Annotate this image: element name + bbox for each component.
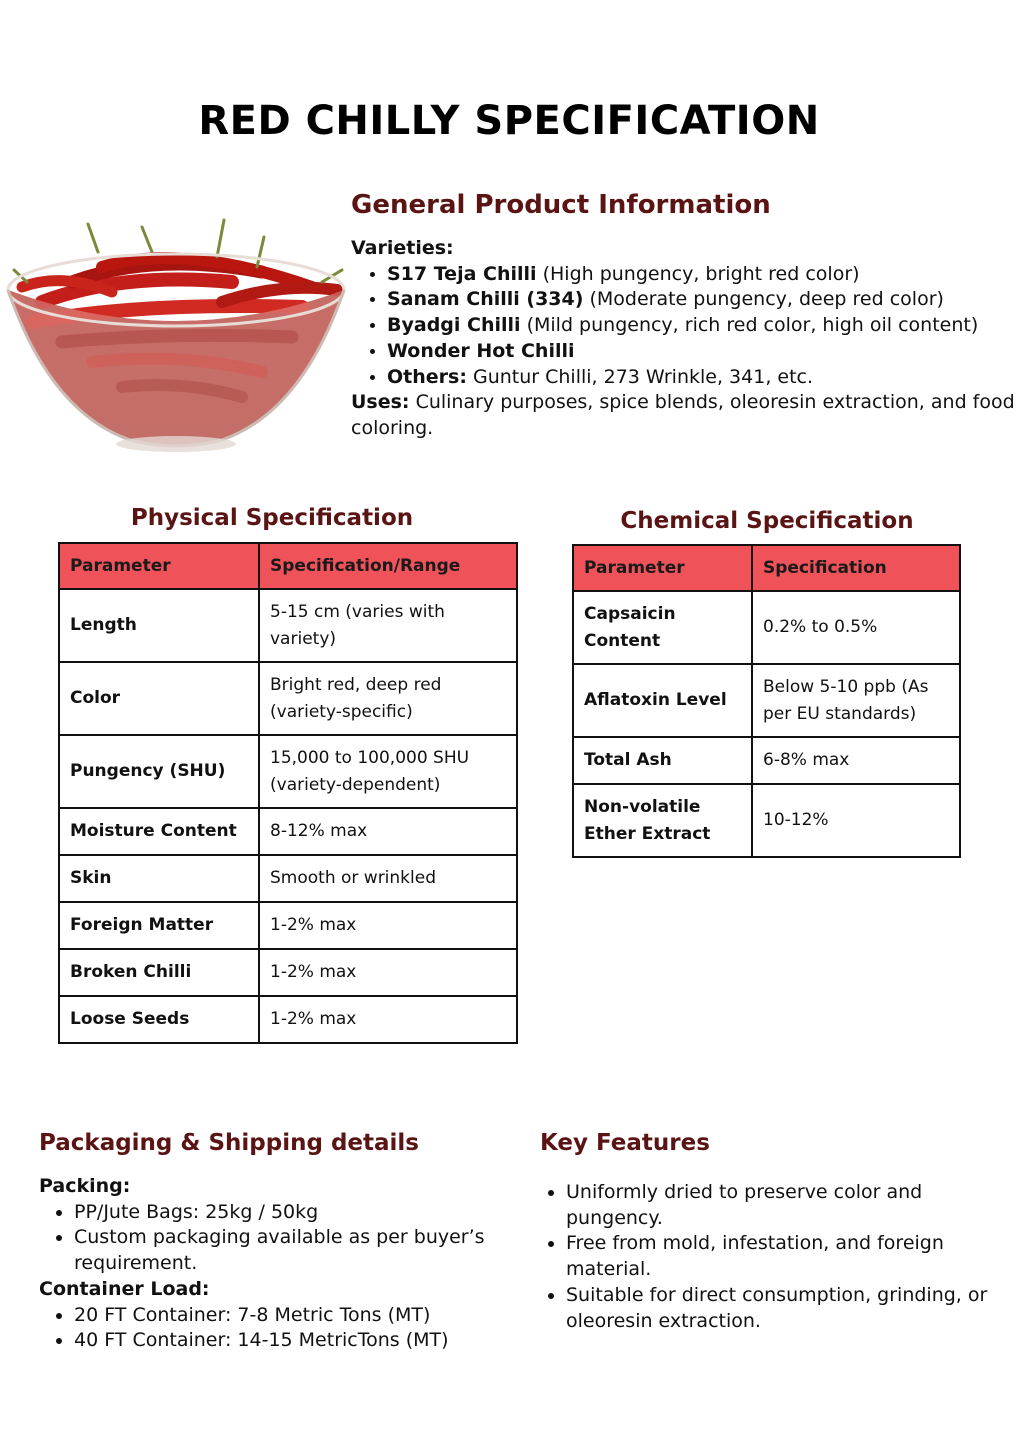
varieties-label: Varieties: — [351, 237, 454, 259]
list-item: • S17 Teja Chilli (High pungency, bright red color) — [387, 262, 1016, 288]
general-info-heading: General Product Information — [351, 190, 771, 220]
param-cell: Loose Seeds — [59, 996, 259, 1043]
value-cell: 5-15 cm (varies with variety) — [259, 589, 517, 662]
uses-text: Uses: Culinary purposes, spice blends, oleoresin extraction, and food coloring. — [351, 391, 1015, 439]
chemical-spec-heading: Chemical Specification — [620, 508, 914, 534]
table-row — [59, 808, 517, 855]
table-header-row — [573, 545, 960, 591]
value-cell: 15,000 to 100,000 SHU (variety-dependent) — [259, 735, 517, 808]
value-cell: Below 5-10 ppb (As per EU standards) — [752, 664, 960, 737]
value-cell: 6-8% max — [752, 737, 960, 784]
column-header: Parameter — [59, 543, 259, 589]
value-cell: 10-12% — [752, 784, 960, 857]
packaging-section — [39, 1130, 509, 1354]
value-cell: 0.2% to 0.5% — [752, 591, 960, 664]
table-row — [59, 589, 517, 662]
list-item: • PP/Jute Bags: 25kg / 50kg — [74, 1200, 509, 1226]
list-item: • Byadgi Chilli (Mild pungency, rich red color, high oil content) — [387, 313, 1016, 339]
key-features-section — [540, 1130, 1016, 1334]
packaging-heading: Packaging & Shipping details — [39, 1130, 419, 1156]
key-features-heading: Key Features — [540, 1130, 710, 1156]
table-row — [59, 855, 517, 902]
param-cell: Color — [59, 662, 259, 735]
packing-list — [39, 1200, 509, 1277]
table-header-row — [59, 543, 517, 589]
list-item: • 20 FT Container: 7-8 Metric Tons (MT) — [74, 1303, 509, 1329]
param-cell: Total Ash — [573, 737, 752, 784]
list-item: • Free from mold, infestation, and foreign material. — [566, 1231, 1016, 1282]
table-row — [59, 902, 517, 949]
value-cell: Bright red, deep red (variety-specific) — [259, 662, 517, 735]
param-cell: Length — [59, 589, 259, 662]
param-cell: Non-volatile Ether Extract — [573, 784, 752, 857]
page-title: RED CHILLY SPECIFICATION — [198, 98, 820, 144]
table-row — [573, 737, 960, 784]
value-cell: 1-2% max — [259, 902, 517, 949]
column-header: Specification/Range — [259, 543, 517, 589]
param-cell: Pungency (SHU) — [59, 735, 259, 808]
param-cell: Capsaicin Content — [573, 591, 752, 664]
features-list — [540, 1180, 1016, 1334]
physical-spec-heading: Physical Specification — [130, 505, 414, 531]
table-row — [573, 664, 960, 737]
chilli-bowl-image — [2, 212, 350, 457]
chemical-spec-table — [572, 544, 961, 858]
value-cell: 1-2% max — [259, 996, 517, 1043]
table-row — [59, 996, 517, 1043]
value-cell: 1-2% max — [259, 949, 517, 996]
param-cell: Moisture Content — [59, 808, 259, 855]
param-cell: Skin — [59, 855, 259, 902]
table-row — [59, 662, 517, 735]
list-item: • Others: Guntur Chilli, 273 Wrinkle, 341, etc. — [387, 365, 1016, 391]
physical-spec-table — [58, 542, 518, 1044]
list-item: • Sanam Chilli (334) (Moderate pungency, deep red color) — [387, 287, 1016, 313]
list-item: • Custom packaging available as per buyer’s requirement. — [74, 1225, 509, 1276]
packing-label: Packing: — [39, 1175, 131, 1197]
table-row — [573, 784, 960, 857]
list-item: • 40 FT Container: 14-15 MetricTons (MT) — [74, 1328, 509, 1354]
table-row — [573, 591, 960, 664]
varieties-list — [351, 262, 1016, 391]
list-item: • Wonder Hot Chilli — [387, 339, 1016, 365]
column-header: Specification — [752, 545, 960, 591]
table-row — [59, 949, 517, 996]
value-cell: 8-12% max — [259, 808, 517, 855]
param-cell: Foreign Matter — [59, 902, 259, 949]
container-load-label: Container Load: — [39, 1277, 210, 1300]
param-cell: Aflatoxin Level — [573, 664, 752, 737]
general-product-information — [351, 190, 1016, 442]
table-row — [59, 735, 517, 808]
column-header: Parameter — [573, 545, 752, 591]
container-list — [39, 1303, 509, 1354]
param-cell: Broken Chilli — [59, 949, 259, 996]
list-item: • Uniformly dried to preserve color and pungency. — [566, 1180, 1016, 1231]
list-item: • Suitable for direct consumption, grinding, or oleoresin extraction. — [566, 1283, 1016, 1334]
value-cell: Smooth or wrinkled — [259, 855, 517, 902]
